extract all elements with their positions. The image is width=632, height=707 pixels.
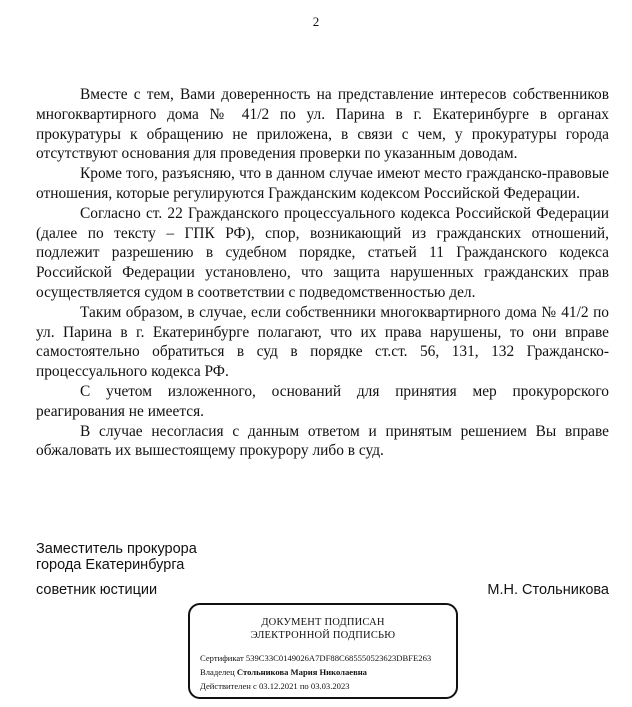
signatory-title-line1: Заместитель прокурора [36, 541, 197, 557]
paragraph-no-grounds: С учетом изложенного, оснований для принятия мер прокурорского реагирования не имеется. [36, 382, 609, 420]
stamp-owner-line [200, 667, 367, 677]
paragraph-civil-relations: Кроме того, разъясняю, что в данном случае имеют место гражданско-правовые отношения, которые регулируются Гражданским кодексом Российской Федерации. [36, 165, 609, 202]
stamp-valid-from: 03.12.2021 [259, 681, 298, 691]
paragraph-gpk-article-22: Согласно ст. 22 Гражданского процессуального кодекса Российской Федерации (далее по тексту – ГПК РФ), спор, возникающий из гражданских отношений, подлежит разрешению в судебном порядке, статьей 11 Гражданского кодекса Российской Федерации установлено, что защита нарушенных гражданских прав осуществляется судом в соответствии с подведомственностью дел. [36, 204, 609, 301]
stamp-valid-to-label: по [299, 681, 309, 691]
signatory-name: М.Н. Стольникова [487, 582, 609, 598]
stamp-validity-label: Действителен с [200, 681, 257, 691]
stamp-owner-value: Стольникова Мария Николаевна [236, 667, 367, 677]
signatory-rank: советник юстиции [36, 582, 158, 598]
page-number: 2 [312, 14, 320, 29]
paragraph-appeal: В случае несогласия с данным ответом и принятым решением Вы вправе обжаловать их вышестоящему прокурору либо в суд. [36, 422, 609, 460]
stamp-owner-label: Владелец [200, 667, 235, 677]
paragraph-right-to-court: Таким образом, в случае, если собственники многоквартирного дома № 41/2 по ул. Парина в г. Екатеринбурге полагают, что их права нарушены, то они вправе самостоятельно обратиться в суд в порядке ст.ст. 56, 131, 132 Гражданско-процессуального кодекса РФ. [36, 303, 609, 381]
paragraph-power-of-attorney: Вместе с тем, Вами доверенность на представление интересов собственников многоквартирного дома № 41/2 по ул. Парина в г. Екатеринбурге в органах прокуратуры к обращению не приложена, в связи с чем, у прокуратуры города отсутствуют основания для проведения проверки по указанным доводам. [36, 86, 609, 163]
stamp-valid-to: 03.03.2023 [310, 681, 350, 691]
electronic-signature-stamp [188, 603, 458, 699]
signatory-rank-row [36, 582, 609, 598]
stamp-certificate-label: Сертификат [200, 653, 244, 663]
stamp-header [190, 616, 456, 642]
signatory-title-line2: города Екатеринбурга [36, 557, 185, 573]
stamp-certificate-line [200, 653, 431, 663]
stamp-validity-line [200, 681, 350, 691]
stamp-header-line2: ЭЛЕКТРОННОЙ ПОДПИСЬЮ [250, 630, 396, 641]
stamp-header-line1: ДОКУМЕНТ ПОДПИСАН [261, 617, 385, 628]
letter-body [36, 85, 609, 461]
stamp-certificate-value: 539C33C0149026A7DF88C685550523623DBFE263 [245, 653, 432, 663]
signatory-title [36, 541, 609, 573]
